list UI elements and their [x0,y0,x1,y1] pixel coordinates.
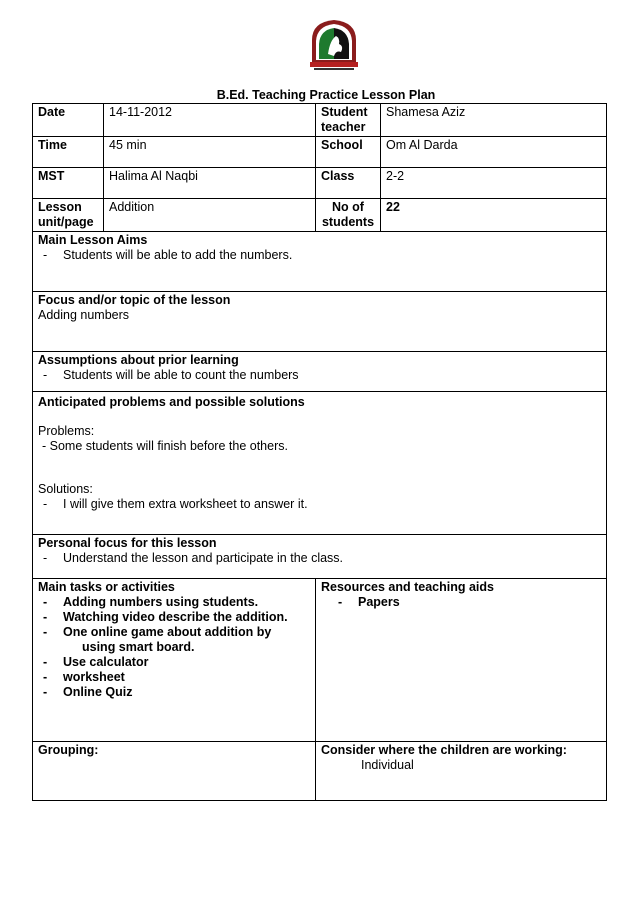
focus-section [33,292,607,352]
assumptions-heading: Assumptions about prior learning [38,353,239,367]
date-label: Date [33,104,104,137]
problems-label: Problems: [38,424,95,438]
personal-focus-heading: Personal focus for this lesson [38,536,217,550]
anticipated-heading: Anticipated problems and possible solutions [38,395,305,409]
school-value: Om Al Darda [381,137,607,168]
consider-text: Individual [361,758,414,772]
list-item: - Watching video describe the addition. [43,610,288,624]
time-value: 45 min [104,137,316,168]
main-tasks-section [33,579,316,742]
grouping-section [33,742,316,801]
list-item: - One online game about addition by [43,625,272,639]
class-value: 2-2 [381,168,607,199]
student-teacher-label: Student teacher [316,104,381,137]
school-label: School [316,137,381,168]
page-title: B.Ed. Teaching Practice Lesson Plan [216,88,436,102]
list-item: - worksheet [43,670,125,684]
lesson-unit-label: Lesson unit/page [33,199,104,232]
time-label: Time [33,137,104,168]
main-aims-section [33,232,607,292]
list-item: - Understand the lesson and participate in the class. [38,551,601,566]
mst-label: MST [33,168,104,199]
anticipated-section [33,392,607,535]
list-item: - Papers [338,595,400,609]
class-label: Class [316,168,381,199]
personal-focus-section [33,535,607,579]
list-item: - Students will be able to count the numbers [38,368,601,383]
assumptions-section [33,352,607,392]
main-aim-text: Students will be able to add the numbers. [63,248,293,262]
lesson-plan-table [32,103,607,801]
assumption-text: Students will be able to count the numbers [63,368,299,382]
list-item: - Online Quiz [43,685,133,699]
focus-text: Adding numbers [38,308,130,322]
consider-heading: Consider where the children are working: [321,743,567,757]
solution-text: I will give them extra worksheet to answer it. [63,497,308,511]
university-crest-icon [306,18,362,72]
no-of-students-value: 22 [381,199,607,232]
problem-text: - Some students will finish before the others. [42,439,288,453]
list-item-continuation: using smart board. [82,640,195,654]
list-item: - Use calculator [43,655,149,669]
grouping-heading: Grouping: [38,743,99,757]
no-of-students-label: No of students [316,199,381,232]
consider-section [316,742,607,801]
list-item: - Adding numbers using students. [43,595,259,609]
list-item: - I will give them extra worksheet to answer it. [38,497,601,512]
mst-value: Halima Al Naqbi [104,168,316,199]
focus-heading: Focus and/or topic of the lesson [38,293,231,307]
solutions-label: Solutions: [38,482,93,496]
resources-section [316,579,607,742]
main-tasks-heading: Main tasks or activities [38,580,175,594]
list-item: - Students will be able to add the numbers. [38,248,601,263]
main-aims-heading: Main Lesson Aims [38,233,148,247]
date-value: 14-11-2012 [104,104,316,137]
personal-focus-text: Understand the lesson and participate in the class. [63,551,344,565]
student-teacher-value: Shamesa Aziz [381,104,607,137]
resources-heading: Resources and teaching aids [321,580,494,594]
lesson-unit-value: Addition [104,199,316,232]
